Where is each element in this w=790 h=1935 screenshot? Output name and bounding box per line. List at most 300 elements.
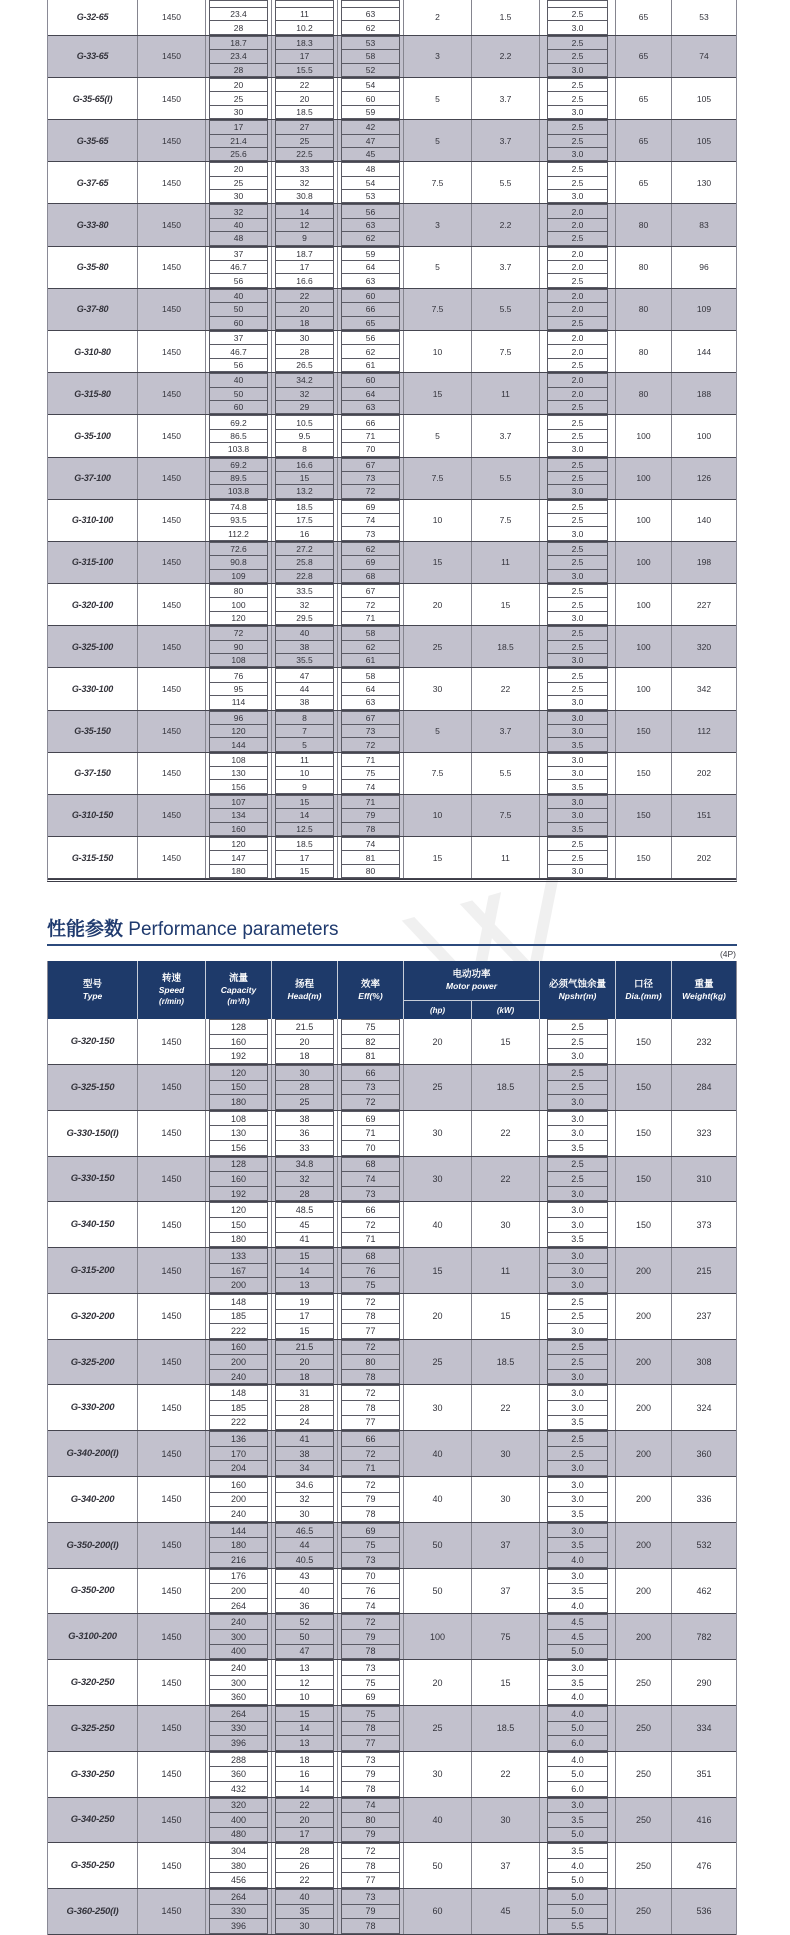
header-eff: 效率 Eff(%) (338, 961, 404, 1019)
sub-value: 17 (275, 850, 334, 864)
pump-row (48, 1340, 736, 1386)
type-cell: G-320-150 (48, 1019, 138, 1064)
npshr-stack (540, 500, 616, 541)
hp-cell: 5 (404, 78, 472, 119)
dia-cell: 200 (616, 1614, 672, 1659)
head-stack (272, 1248, 338, 1293)
header-motor-units (404, 1001, 539, 1019)
eff-stack (338, 1340, 404, 1385)
sub-value: 13 (275, 1277, 334, 1293)
header-kw-unit: (kW) (496, 1005, 515, 1015)
capacity-stack (206, 1798, 272, 1843)
sub-value: 107 (209, 795, 268, 809)
sub-value: 73 (341, 1889, 400, 1905)
hp-cell: 25 (404, 1340, 472, 1385)
sub-value: 15 (275, 1706, 334, 1722)
capacity-stack (206, 0, 272, 35)
sub-value: 52 (275, 1614, 334, 1630)
head-stack (272, 1065, 338, 1110)
type-cell: G-350-200(I) (48, 1523, 138, 1568)
sub-value: 103.8 (209, 442, 268, 456)
capacity-stack (206, 36, 272, 77)
sub-value: 15.5 (275, 63, 334, 77)
speed-cell: 1450 (138, 1798, 206, 1843)
hp-cell: 7.5 (404, 753, 472, 794)
kw-cell: 11 (472, 542, 540, 583)
sub-value: 74 (341, 513, 400, 527)
speed-cell: 1450 (138, 247, 206, 288)
sub-value: 18.5 (275, 500, 334, 514)
sub-value: 3.0 (547, 695, 608, 709)
sub-value: 58 (341, 626, 400, 640)
sub-value: 3.0 (547, 1263, 608, 1279)
dia-cell: 250 (616, 1660, 672, 1705)
sub-value: 8 (275, 711, 334, 725)
weight-cell: 202 (696, 852, 712, 863)
sub-value: 34.2 (275, 373, 334, 387)
sub-value: 60 (341, 91, 400, 105)
sub-value: 77 (341, 1735, 400, 1751)
sub-value: 300 (209, 1675, 268, 1691)
pump-row (48, 837, 736, 879)
npshr-stack (540, 795, 616, 836)
sub-value: 148 (209, 1294, 268, 1310)
sub-value: 74.8 (209, 500, 268, 514)
sub-value: 31 (275, 1385, 334, 1401)
kw-cell: 37 (472, 1523, 540, 1568)
sub-value: 72 (341, 484, 400, 498)
sub-value: 2.5 (547, 1340, 608, 1356)
sub-value: 77 (341, 1323, 400, 1339)
sub-value: 2.5 (547, 513, 608, 527)
sub-value: 2.5 (547, 626, 608, 640)
sub-value: 120 (209, 1065, 268, 1081)
head-stack (272, 331, 338, 372)
sub-value: 2.0 (547, 387, 608, 401)
sub-value: 2.0 (547, 260, 608, 274)
sub-value: 144 (209, 1523, 268, 1539)
sub-value: 71 (341, 429, 400, 443)
sub-value: 2.5 (547, 176, 608, 190)
hp-cell: 7.5 (404, 289, 472, 330)
sub-value: 48 (209, 231, 268, 245)
sub-value: 288 (209, 1752, 268, 1768)
sub-value: 68 (341, 1157, 400, 1173)
kw-cell: 3.7 (472, 415, 540, 456)
sub-value: 167 (209, 1263, 268, 1279)
sub-value: 56 (209, 273, 268, 287)
sub-value: 3.0 (547, 653, 608, 667)
hp-cell: 15 (404, 373, 472, 414)
sub-value: 37 (209, 247, 268, 261)
sub-value: 17 (209, 120, 268, 134)
type-cell: G-325-150 (48, 1065, 138, 1110)
sub-value: 69 (341, 1111, 400, 1127)
sub-value: 12 (275, 1675, 334, 1691)
type-cell: G-35-80 (48, 247, 138, 288)
kw-cell: 45 (472, 1889, 540, 1934)
sub-value: 2.5 (547, 120, 608, 134)
eff-stack (338, 1385, 404, 1430)
sub-value: 2.5 (547, 1157, 608, 1173)
sub-value: 53 (341, 189, 400, 203)
hp-cell: 30 (404, 668, 472, 709)
eff-stack (338, 162, 404, 203)
weight-cell: 232 (696, 1036, 712, 1047)
eff-stack (338, 711, 404, 752)
sub-value: 432 (209, 1781, 268, 1797)
npshr-stack (540, 1843, 616, 1888)
dia-cell: 150 (616, 1065, 672, 1110)
head-stack (272, 668, 338, 709)
dia-cell: 250 (616, 1798, 672, 1843)
sub-value: 81 (341, 850, 400, 864)
hp-cell: 2 (404, 0, 472, 35)
sub-value: 32 (275, 387, 334, 401)
speed-cell: 1450 (138, 0, 206, 35)
kw-cell: 15 (472, 1294, 540, 1339)
dia-cell: 100 (616, 584, 672, 625)
sub-value: 20 (275, 91, 334, 105)
kw-cell: 15 (472, 1019, 540, 1064)
sub-value: 53 (341, 36, 400, 50)
head-stack (272, 626, 338, 667)
weight-cell: 310 (696, 1173, 712, 1184)
sub-value: 2.5 (547, 1171, 608, 1187)
dia-cell: 150 (616, 1111, 672, 1156)
speed-cell: 1450 (138, 1019, 206, 1064)
capacity-stack (206, 1202, 272, 1247)
npshr-stack (540, 1065, 616, 1110)
sub-value: 14 (275, 808, 334, 822)
sub-value: 73 (341, 1186, 400, 1202)
sub-value: 47 (341, 134, 400, 148)
sub-value: 3.0 (547, 1202, 608, 1218)
dia-cell: 250 (616, 1752, 672, 1797)
sub-value: 30 (275, 1506, 334, 1522)
dia-cell: 200 (616, 1340, 672, 1385)
weight-cell: 536 (696, 1906, 712, 1917)
sub-value: 69 (341, 500, 400, 514)
hp-cell: 60 (404, 1889, 472, 1934)
sub-value: 2.5 (547, 1446, 608, 1462)
sub-value: 25.6 (209, 147, 268, 161)
sub-value: 52 (341, 63, 400, 77)
speed-cell: 1450 (138, 753, 206, 794)
weight-cell: 227 (696, 599, 712, 610)
capacity-stack (206, 458, 272, 499)
kw-cell: 18.5 (472, 1340, 540, 1385)
npshr-stack (540, 247, 616, 288)
type-cell: G-360-250(I) (48, 1889, 138, 1934)
sub-value: 78 (341, 1858, 400, 1874)
weight-cell: 351 (696, 1769, 712, 1780)
speed-cell: 1450 (138, 626, 206, 667)
sub-value: 264 (209, 1889, 268, 1905)
hp-cell: 5 (404, 415, 472, 456)
sub-value: 28 (275, 344, 334, 358)
sub-value: 27 (275, 120, 334, 134)
sub-value: 75 (341, 1706, 400, 1722)
weight-cell: 782 (696, 1631, 712, 1642)
sub-value: 23.4 (209, 49, 268, 63)
speed-cell: 1450 (138, 837, 206, 878)
weight-cell: 532 (696, 1540, 712, 1551)
kw-cell: 22 (472, 1752, 540, 1797)
sub-value: 17 (275, 260, 334, 274)
head-stack (272, 1431, 338, 1476)
sub-value: 78 (341, 822, 400, 836)
speed-cell: 1450 (138, 1614, 206, 1659)
eff-stack (338, 78, 404, 119)
sub-value: 136 (209, 1431, 268, 1447)
sub-value: 72 (341, 1614, 400, 1630)
pump-row (48, 711, 736, 753)
sub-value: 78 (341, 1781, 400, 1797)
dia-cell: 80 (616, 331, 672, 372)
type-cell: G-3100-200 (48, 1614, 138, 1659)
sub-value: 3.0 (547, 808, 608, 822)
sub-value: 16.6 (275, 273, 334, 287)
eff-stack (338, 1889, 404, 1934)
sub-value: 75 (341, 1675, 400, 1691)
sub-value: 112.2 (209, 526, 268, 540)
sub-value: 192 (209, 1186, 268, 1202)
head-stack (272, 753, 338, 794)
sub-value: 47 (275, 668, 334, 682)
sub-value: 27.2 (275, 542, 334, 556)
sub-value: 120 (209, 611, 268, 625)
type-cell: G-330-100 (48, 668, 138, 709)
pole-note: (4P) (719, 949, 736, 960)
sub-value: 176 (209, 1569, 268, 1585)
eff-stack (338, 1019, 404, 1064)
npshr-stack (540, 204, 616, 245)
kw-cell: 11 (472, 1248, 540, 1293)
capacity-stack (206, 1523, 272, 1568)
sub-value: 30.8 (275, 189, 334, 203)
sub-value: 80 (341, 864, 400, 878)
capacity-stack (206, 247, 272, 288)
sub-value: 3.0 (547, 189, 608, 203)
dia-cell: 200 (616, 1477, 672, 1522)
speed-cell: 1450 (138, 1065, 206, 1110)
weight-cell: 96 (699, 262, 709, 273)
hp-cell: 20 (404, 584, 472, 625)
sub-value: 14 (275, 1781, 334, 1797)
npshr-stack (540, 162, 616, 203)
head-stack (272, 837, 338, 878)
sub-value: 396 (209, 1918, 268, 1934)
type-cell: G-315-100 (48, 542, 138, 583)
sub-value: 20 (275, 1812, 334, 1828)
sub-value: 37 (209, 331, 268, 345)
dia-cell: 65 (616, 162, 672, 203)
type-cell: G-325-100 (48, 626, 138, 667)
speed-cell: 1450 (138, 1843, 206, 1888)
eff-stack (338, 753, 404, 794)
type-cell: G-340-250 (48, 1798, 138, 1843)
speed-cell: 1450 (138, 1706, 206, 1751)
dia-cell: 200 (616, 1569, 672, 1614)
sub-value: 35.5 (275, 653, 334, 667)
sub-value: 50 (209, 387, 268, 401)
kw-cell: 11 (472, 837, 540, 878)
pump-row (48, 626, 736, 668)
capacity-stack (206, 204, 272, 245)
head-stack (272, 415, 338, 456)
sub-value: 72 (341, 1294, 400, 1310)
type-cell: G-330-250 (48, 1752, 138, 1797)
type-cell: G-325-250 (48, 1706, 138, 1751)
sub-value: 34 (275, 1460, 334, 1476)
sub-value: 33.5 (275, 584, 334, 598)
sub-value: 148 (209, 1385, 268, 1401)
performance-table-top-continuation (47, 0, 737, 882)
sub-value: 36 (275, 1598, 334, 1614)
sub-value: 2.5 (547, 471, 608, 485)
sub-value: 71 (341, 1460, 400, 1476)
pump-row (48, 331, 736, 373)
sub-value: 2.5 (547, 134, 608, 148)
sub-value: 63 (341, 695, 400, 709)
sub-value: 58 (341, 668, 400, 682)
sub-value: 456 (209, 1872, 268, 1888)
sub-value: 5.5 (547, 1918, 608, 1934)
sub-value: 3.0 (547, 1369, 608, 1385)
speed-cell: 1450 (138, 1523, 206, 1568)
sub-value: 33 (275, 162, 334, 176)
sub-value: 40 (209, 289, 268, 303)
sub-value: 2.0 (547, 302, 608, 316)
hp-cell: 3 (404, 204, 472, 245)
kw-cell: 5.5 (472, 458, 540, 499)
weight-cell: 140 (696, 515, 712, 526)
eff-stack (338, 0, 404, 35)
eff-stack (338, 1294, 404, 1339)
sub-value: 18.5 (275, 105, 334, 119)
kw-cell: 30 (472, 1798, 540, 1843)
sub-value: 216 (209, 1552, 268, 1568)
sub-value: 20 (275, 1034, 334, 1050)
sub-value: 71 (341, 1125, 400, 1141)
eff-stack (338, 289, 404, 330)
page-content (47, 0, 737, 1935)
eff-stack (338, 500, 404, 541)
head-stack (272, 1019, 338, 1064)
sub-value: 9.5 (275, 429, 334, 443)
weight-cell: 215 (696, 1265, 712, 1276)
sub-value: 2.5 (547, 850, 608, 864)
kw-cell: 37 (472, 1843, 540, 1888)
dia-cell: 65 (616, 0, 672, 35)
sub-value: 400 (209, 1644, 268, 1660)
sub-value: 160 (209, 1477, 268, 1493)
eff-stack (338, 1523, 404, 1568)
sub-value: 60 (341, 289, 400, 303)
sub-value: 130 (209, 766, 268, 780)
npshr-stack (540, 120, 616, 161)
sub-value: 69 (341, 555, 400, 569)
weight-cell: 126 (696, 473, 712, 484)
sub-value: 40 (275, 626, 334, 640)
head-stack (272, 1889, 338, 1934)
sub-value: 2.5 (547, 36, 608, 50)
eff-stack (338, 584, 404, 625)
sub-value: 20 (209, 78, 268, 92)
speed-cell: 1450 (138, 1752, 206, 1797)
head-stack (272, 78, 338, 119)
dia-cell: 200 (616, 1248, 672, 1293)
sub-value: 103.8 (209, 484, 268, 498)
sub-value: 69 (341, 1523, 400, 1539)
sub-value: 3.0 (547, 1048, 608, 1064)
capacity-stack (206, 837, 272, 878)
pump-row (48, 1065, 736, 1111)
sub-value: 41 (275, 1431, 334, 1447)
sub-value: 73 (341, 471, 400, 485)
sub-value: 2.5 (547, 1309, 608, 1325)
sub-value: 2.5 (547, 682, 608, 696)
speed-cell: 1450 (138, 711, 206, 752)
sub-value: 2.5 (547, 400, 608, 414)
sub-value: 2.5 (547, 668, 608, 682)
sub-value: 3.0 (547, 795, 608, 809)
head-stack (272, 1798, 338, 1843)
sub-value: 22 (275, 78, 334, 92)
header-speed: 转速 Speed (r/min) (138, 961, 206, 1019)
sub-value: 73 (341, 1660, 400, 1676)
sub-value: 29.5 (275, 611, 334, 625)
sub-value: 21.4 (209, 134, 268, 148)
capacity-stack (206, 795, 272, 836)
sub-value: 396 (209, 1735, 268, 1751)
speed-cell: 1450 (138, 1385, 206, 1430)
sub-value: 108 (209, 653, 268, 667)
sub-value: 2.5 (547, 542, 608, 556)
pump-row (48, 1569, 736, 1615)
table-rows (48, 1019, 736, 1935)
npshr-stack (540, 753, 616, 794)
sub-value: 15 (275, 1323, 334, 1339)
npshr-stack (540, 1798, 616, 1843)
sub-value: 73 (341, 1752, 400, 1768)
sub-value: 74 (341, 1171, 400, 1187)
speed-cell: 1450 (138, 1569, 206, 1614)
sub-value: 222 (209, 1323, 268, 1339)
dia-cell: 100 (616, 415, 672, 456)
capacity-stack (206, 415, 272, 456)
sub-value: 3.0 (547, 1798, 608, 1814)
dia-cell: 250 (616, 1843, 672, 1888)
sub-value: 61 (341, 358, 400, 372)
pump-row (48, 204, 736, 246)
performance-table-main (47, 961, 737, 1935)
eff-stack (338, 1614, 404, 1659)
pump-row (48, 795, 736, 837)
sub-value: 32 (209, 204, 268, 218)
sub-value: 2.5 (547, 78, 608, 92)
sub-value: 240 (209, 1369, 268, 1385)
npshr-stack (540, 0, 616, 35)
sub-value: 3.5 (547, 1506, 608, 1522)
head-stack (272, 289, 338, 330)
head-stack (272, 204, 338, 245)
hp-cell: 30 (404, 1752, 472, 1797)
sub-value: 114 (209, 695, 268, 709)
weight-cell: 109 (696, 304, 712, 315)
sub-value: 30 (275, 1065, 334, 1081)
